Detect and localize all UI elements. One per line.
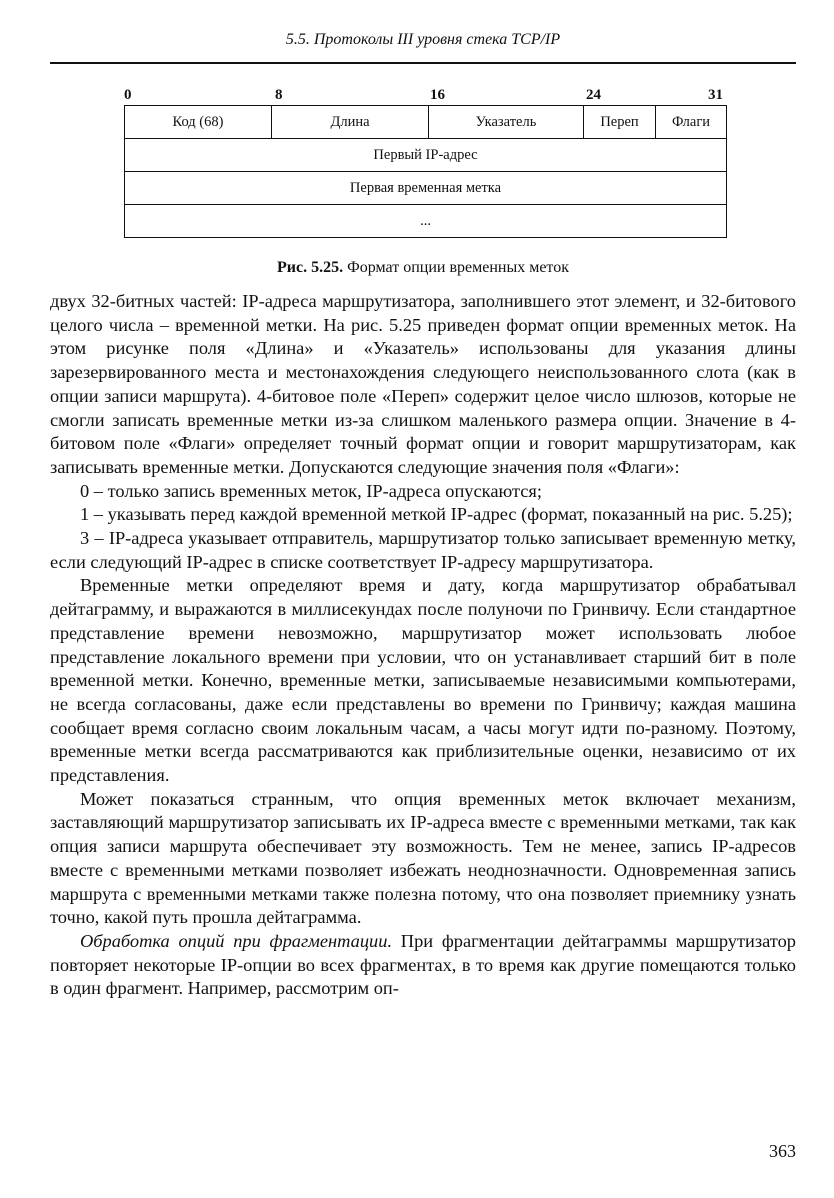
cell-code: Код (68) [125, 106, 272, 139]
body-text [50, 290, 796, 1001]
list-item: 1 – указывать перед каждой временной меткой IP-адрес (формат, показанный на рис. 5.25); [80, 504, 793, 525]
bit-label-16: 16 [430, 87, 445, 103]
caption-label: Рис. 5.25. [277, 259, 344, 276]
section-run-in-heading: Обработка опций при фрагментации. [80, 930, 393, 951]
running-header: 5.5. Протоколы III уровня стека TCP/IP [285, 31, 561, 48]
cell-flags: Флаги [656, 106, 727, 139]
bit-label-0: 0 [124, 87, 132, 103]
timestamp-option-format-table [124, 105, 727, 238]
paragraph: двух 32-битных частей: IP-адреса маршрутизатора, заполнившего этот элемент, и 32-битового целого числа – временной метки. На рис. 5.25 приведен формат опции временных меток. На этом рисунке поля «Длина» и «Указатель» использованы для указания длины зарезервированного места и местонахождения следующего неиспользованного слота (как в опции записи маршрута). 4-битовое поле «Переп» содержит целое число шлюзов, которые не смогли записать временные метки из-за слишком маленького размера опции. Значение в 4-битовом поле «Флаги» определяет точный формат опции и говорит маршрутизаторам, как записывать временные метки. Допускаются следующие значения поля «Флаги»: [50, 291, 796, 477]
table-row [125, 139, 727, 172]
cell-pointer: Указатель [429, 106, 584, 139]
paragraph: Может показаться странным, что опция временных меток включает механизм, заставляющий маршрутизатор записывать их IP-адреса вместе с временными метками, так как опция записи маршрута обеспечивает эту возможность. Тем не менее, запись IP-адресов вместе с временными метками позволяет избежать неоднозначности. Одновременная запись маршрута с временными метками также полезна потому, что она позволяет приемнику узнать точно, какой путь прошла дейтаграмма. [50, 788, 796, 928]
cell-first-timestamp: Первая временная метка [125, 172, 727, 205]
cell-length: Длина [272, 106, 429, 139]
list-item: 0 – только запись временных меток, IP-адреса опускаются; [80, 480, 542, 501]
paragraph: Временные метки определяют время и дату, когда маршрутизатор обрабатывал дейтаграмму, и выражаются в миллисекундах после полуночи по Гринвичу. Если стандартное представление времени невозможно, маршрутизатор может использовать любое представление локального времени при условии, что он устанавливает старший бит в поле временной метки. Конечно, временные метки, записываемые независимыми компьютерами, не всегда согласованы, даже если представлены во времени по Гринвичу; каждая машина сообщает время согласно своим локальным часам, а часы могут идти по-разному. Поэтому, временные метки всегда рассматриваются как приблизительные оценки, независимо от их представления. [50, 575, 796, 786]
table-row [125, 106, 727, 139]
table-row [125, 172, 727, 205]
paragraph [50, 930, 796, 1001]
list-item: 3 – IP-адреса указывает отправитель, маршрутизатор только записывает временную метку, если следующий IP-адрес в списке соответствует IP-адресу маршрутизатора. [50, 528, 796, 572]
caption-text: Формат опции временных меток [347, 259, 569, 276]
page-number: 363 [769, 1141, 796, 1161]
paragraph-text: При фрагментации дейтаграммы маршрутизатор повторяет некоторые IP-опции во всех фрагментах, в то время как другие помещаются только в один фрагмент. Например, рассмотрим оп- [50, 930, 796, 999]
header-rule [50, 62, 796, 64]
bit-label-31: 31 [708, 87, 723, 103]
cell-overflow: Переп [584, 106, 656, 139]
cell-first-ip-address: Первый IP-адрес [125, 139, 727, 172]
bit-label-8: 8 [275, 87, 283, 103]
cell-ellipsis: ... [125, 205, 727, 238]
bit-label-24: 24 [586, 87, 601, 103]
figure-caption [50, 258, 796, 278]
table-row [125, 205, 727, 238]
